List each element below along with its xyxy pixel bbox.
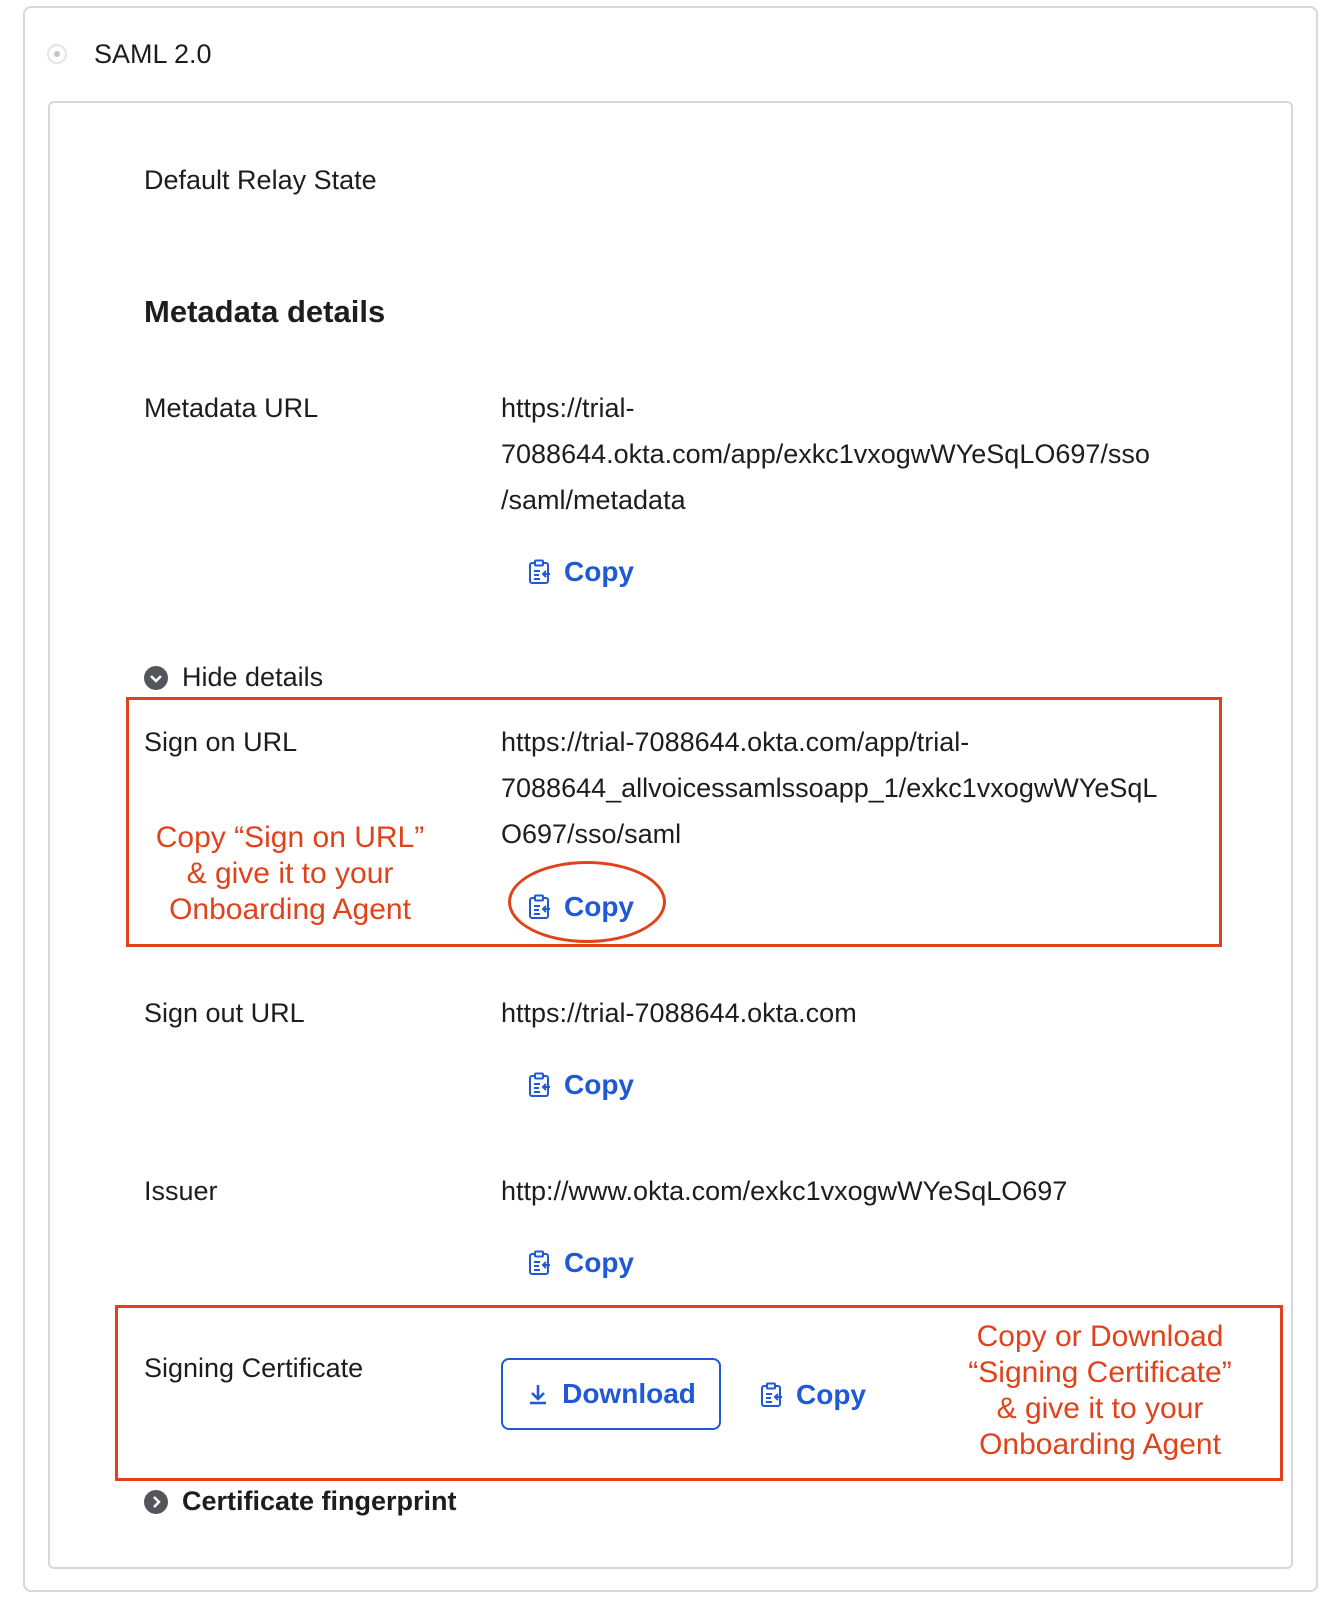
saml-radio[interactable] <box>47 44 67 64</box>
saml-option-label: SAML 2.0 <box>94 39 212 69</box>
metadata-url-label: Metadata URL <box>144 393 319 423</box>
copy-label: Copy <box>564 556 634 587</box>
copy-sign-out-url-button[interactable] <box>528 1069 634 1101</box>
issuer-label: Issuer <box>144 1176 218 1206</box>
sign-on-url-line-2: 7088644_allvoicessamlssoapp_1/exkc1vxogwWYeSqL <box>501 773 1158 803</box>
annotation-line: “Signing Certificate” <box>968 1356 1232 1389</box>
sign-on-url-line-3: O697/sso/saml <box>501 819 682 849</box>
chevron-down-circle-icon <box>144 666 168 690</box>
copy-label: Copy <box>796 1379 866 1410</box>
copy-label: Copy <box>564 1247 634 1278</box>
annotation-line: Onboarding Agent <box>169 893 411 926</box>
copy-label: Copy <box>564 891 634 922</box>
signing-certificate-label: Signing Certificate <box>144 1353 364 1383</box>
hide-details-toggle[interactable] <box>144 662 323 693</box>
clipboard-icon <box>528 559 552 585</box>
copy-issuer-button[interactable] <box>528 1247 634 1279</box>
cert-annotation <box>950 1319 1250 1463</box>
sign-out-url-label: Sign out URL <box>144 998 305 1028</box>
clipboard-icon <box>528 1250 552 1276</box>
clipboard-icon <box>528 1072 552 1098</box>
sign-on-url-label: Sign on URL <box>144 727 298 757</box>
chevron-right-circle-icon <box>144 1490 168 1514</box>
download-label: Download <box>562 1378 696 1409</box>
metadata-details-heading: Metadata details <box>144 294 386 329</box>
annotation-line: & give it to your <box>996 1392 1204 1425</box>
certificate-fingerprint-toggle[interactable] <box>144 1486 457 1517</box>
metadata-url-line-3: /saml/metadata <box>501 485 686 515</box>
sign-out-url-value: https://trial-7088644.okta.com <box>501 998 857 1028</box>
default-relay-state-label: Default Relay State <box>144 165 377 195</box>
hide-details-label: Hide details <box>182 662 324 692</box>
annotation-line: Onboarding Agent <box>979 1428 1221 1461</box>
issuer-value: http://www.okta.com/exkc1vxogwWYeSqLO697 <box>501 1176 1068 1206</box>
sign-on-annotation <box>140 820 440 928</box>
certificate-fingerprint-label: Certificate fingerprint <box>182 1486 457 1516</box>
annotation-line: Copy “Sign on URL” <box>155 821 425 854</box>
annotation-line: Copy or Download <box>976 1320 1224 1353</box>
sign-on-url-line-1: https://trial-7088644.okta.com/app/trial- <box>501 727 970 757</box>
metadata-url-line-1: https://trial- <box>501 393 635 423</box>
copy-highlight-oval <box>508 861 666 943</box>
copy-metadata-url-button[interactable] <box>528 556 634 588</box>
annotation-line: & give it to your <box>186 857 394 890</box>
metadata-url-line-2: 7088644.okta.com/app/exkc1vxogwWYeSqLO697/sso <box>501 439 1150 469</box>
copy-label: Copy <box>564 1069 634 1100</box>
